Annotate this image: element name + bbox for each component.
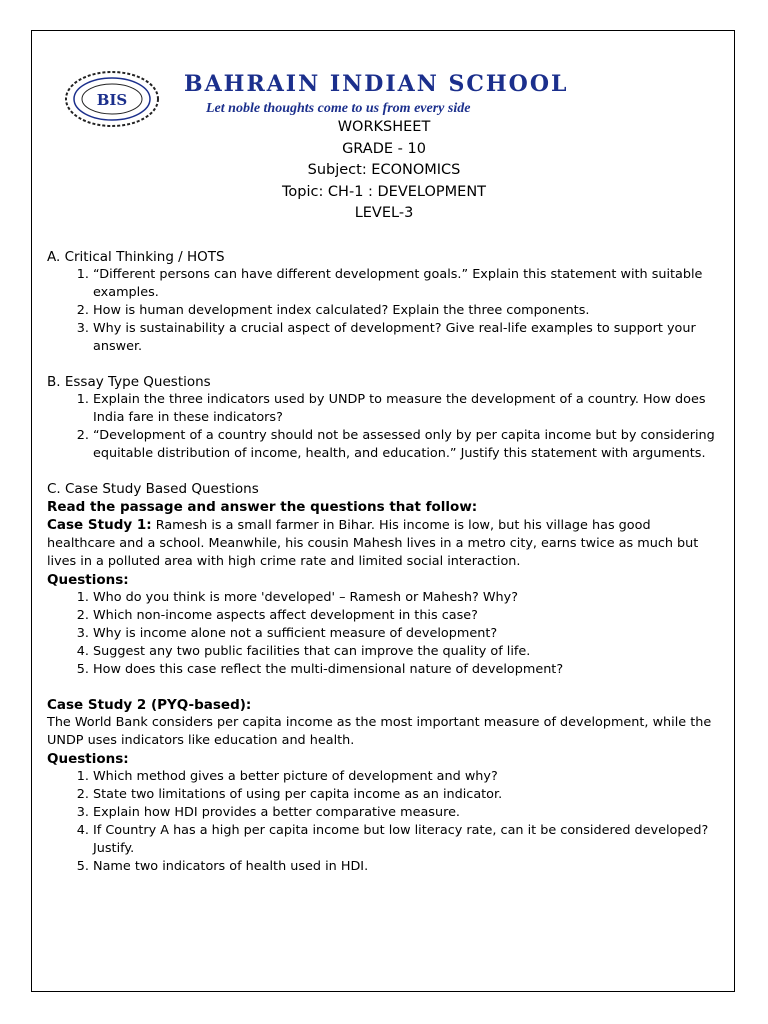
worksheet-page bbox=[31, 30, 735, 992]
list-item: 5. Name two indicators of health used in HDI. bbox=[93, 858, 717, 876]
list-item: 3. Explain how HDI provides a better comparative measure. bbox=[93, 804, 717, 822]
section-b-heading: B. Essay Type Questions bbox=[47, 374, 211, 390]
logo-text: BIS bbox=[96, 91, 128, 109]
list-item: 3. Why is income alone not a sufficient measure of development? bbox=[93, 625, 717, 643]
case-study-1-label: Case Study 1: bbox=[47, 517, 152, 533]
section-a-heading: A. Critical Thinking / HOTS bbox=[47, 249, 225, 265]
section-c-heading: C. Case Study Based Questions bbox=[47, 481, 259, 497]
list-item: 2. Which non-income aspects affect development in this case? bbox=[93, 607, 717, 625]
case-study-1-text: Ramesh is a small farmer in Bihar. His income is low, but his village has good healthcare and a school. Meanwhile, his cousin Mahesh lives in a metro city, earns twice as much but lives in a polluted area with high crime rate and limited social interaction. bbox=[47, 518, 699, 569]
list-item: 1. Who do you think is more 'developed' – Ramesh or Mahesh? Why? bbox=[93, 589, 717, 607]
school-motto: Let noble thoughts come to us from every side bbox=[206, 101, 471, 116]
list-item: 3. Why is sustainability a crucial aspect of development? Give real-life examples to support your answer. bbox=[93, 320, 717, 356]
school-name: BAHRAIN INDIAN SCHOOL bbox=[184, 71, 569, 97]
case-study-2-label: Case Study 2 (PYQ-based): bbox=[47, 697, 252, 713]
list-item: 2. “Development of a country should not be assessed only by per capita income but by considering equitable distribution of income, health, and education.” Justify this statement with arguments. bbox=[93, 427, 717, 463]
level-line: LEVEL-3 bbox=[354, 205, 414, 221]
case-study-1-list bbox=[47, 589, 717, 679]
case-study-2-list bbox=[47, 768, 717, 876]
subject-line: Subject: ECONOMICS bbox=[307, 162, 461, 178]
list-item: 1. Explain the three indicators used by UNDP to measure the development of a country. How does India fare in these indicators? bbox=[93, 391, 717, 427]
section-b-list bbox=[47, 391, 717, 463]
topic-line: Topic: CH-1 : DEVELOPMENT bbox=[281, 183, 487, 200]
list-item: 4. If Country A has a high per capita income but low literacy rate, can it be considered developed? Justify. bbox=[93, 822, 717, 858]
list-item: 4. Suggest any two public facilities that can improve the quality of life. bbox=[93, 643, 717, 661]
list-item: 2. State two limitations of using per capita income as an indicator. bbox=[93, 786, 717, 804]
list-item: 5. How does this case reflect the multi-dimensional nature of development? bbox=[93, 661, 717, 679]
case-study-2-text: The World Bank considers per capita income as the most important measure of development, while the UNDP uses indicators like education and health. bbox=[47, 715, 712, 748]
list-item: 1. Which method gives a better picture of development and why? bbox=[93, 768, 717, 786]
section-a-list bbox=[47, 266, 717, 356]
case-study-1 bbox=[47, 516, 717, 571]
list-item: 2. How is human development index calculated? Explain the three components. bbox=[93, 302, 717, 320]
grade-line: GRADE - 10 bbox=[342, 140, 426, 157]
worksheet-title-block bbox=[32, 117, 736, 225]
case-study-1-questions-label: Questions: bbox=[47, 572, 129, 588]
section-c-instruction: Read the passage and answer the questions that follow: bbox=[47, 499, 478, 515]
list-item: 1. “Different persons can have different development goals.” Explain this statement with suitable examples. bbox=[93, 266, 717, 302]
case-study-2-questions-label: Questions: bbox=[47, 751, 129, 767]
worksheet-title: WORKSHEET bbox=[337, 119, 431, 135]
worksheet-content bbox=[47, 248, 717, 876]
